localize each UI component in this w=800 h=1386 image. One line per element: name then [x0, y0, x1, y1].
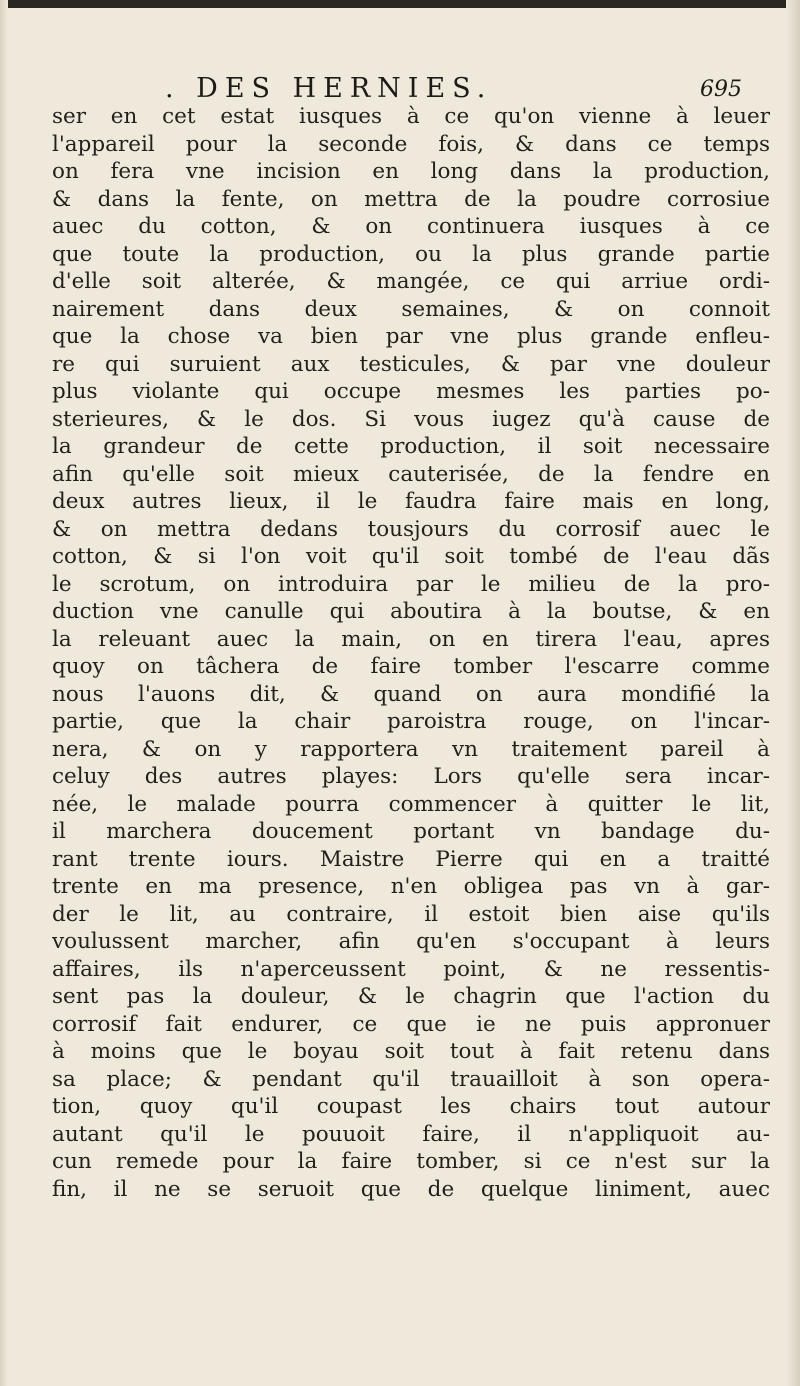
text-line: l'appareil pour la seconde fois, & dans ce temps — [52, 131, 770, 157]
text-line: que la chose va bien par vne plus grande enfleu- — [52, 324, 770, 349]
text-line: voulussent marcher, afin qu'en s'occupant à leurs — [52, 929, 770, 954]
body-text — [52, 103, 770, 1203]
text-line: auec du cotton, & on continuera iusques à ce — [52, 214, 770, 239]
running-title: . DES HERNIES. — [165, 73, 493, 104]
text-line: & on mettra dedans tousjours du corrosif auec le — [52, 516, 770, 542]
text-line: sa place; & pendant qu'il trauailloit à son opera- — [52, 1066, 770, 1092]
page-right-shadow — [786, 0, 800, 1386]
text-line: tion, quoy qu'il coupast les chairs tout autour — [52, 1094, 770, 1119]
text-line: partie, que la chair paroistra rouge, on l'incar- — [52, 709, 770, 734]
text-line: corrosif fait endurer, ce que ie ne puis appronuer — [52, 1011, 770, 1037]
text-line: d'elle soit alterée, & mangée, ce qui arriue ordi- — [52, 269, 770, 294]
text-line: rant trente iours. Maistre Pierre qui en a traitté — [52, 846, 770, 872]
text-line: autant qu'il le pouuoit faire, il n'appliquoit au- — [52, 1121, 770, 1147]
text-line: quoy on tâchera de faire tomber l'escarre comme — [52, 654, 770, 679]
text-line: celuy des autres playes: Lors qu'elle sera incar- — [52, 764, 770, 789]
text-line: nera, & on y rapportera vn traitement pareil à — [52, 736, 770, 762]
text-line: la grandeur de cette production, il soit necessaire — [52, 434, 770, 459]
page-number: 695 — [700, 77, 742, 102]
text-line: fin, il ne se seruoit que de quelque liniment, auec — [52, 1176, 770, 1202]
text-line: plus violante qui occupe mesmes les parties po- — [52, 379, 770, 404]
text-line: deux autres lieux, il le faudra faire mais en long, — [52, 489, 770, 514]
text-line: la releuant auec la main, on en tirera l'eau, apres — [52, 626, 770, 652]
text-line: nairement dans deux semaines, & on connoit — [52, 296, 770, 322]
text-line: il marchera doucement portant vn bandage du- — [52, 819, 770, 844]
text-line: duction vne canulle qui aboutira à la boutse, & en — [52, 599, 770, 624]
text-line: ser en cet estat iusques à ce qu'on vienne à leuer — [52, 104, 770, 129]
text-line: re qui suruient aux testicules, & par vne douleur — [52, 351, 770, 377]
text-line: nous l'auons dit, & quand on aura mondifié la — [52, 681, 770, 707]
text-line: sent pas la douleur, & le chagrin que l'action du — [52, 984, 770, 1009]
text-line: à moins que le boyau soit tout à fait retenu dans — [52, 1039, 770, 1064]
text-line: cun remede pour la faire tomber, si ce n'est sur la — [52, 1149, 770, 1174]
text-line: affaires, ils n'aperceussent point, & ne ressentis- — [52, 956, 770, 982]
text-line: le scrotum, on introduira par le milieu de la pro- — [52, 571, 770, 597]
text-line: que toute la production, ou la plus grande partie — [52, 241, 770, 267]
text-line: cotton, & si l'on voit qu'il soit tombé de l'eau dãs — [52, 544, 770, 569]
text-line: on fera vne incision en long dans la production, — [52, 159, 770, 184]
text-line: sterieures, & le dos. Si vous iugez qu'à cause de — [52, 406, 770, 432]
text-line: afin qu'elle soit mieux cauterisée, de la fendre en — [52, 461, 770, 487]
text-line: der le lit, au contraire, il estoit bien aise qu'ils — [52, 901, 770, 927]
page-left-shadow — [0, 0, 8, 1386]
text-line: née, le malade pourra commencer à quitter le lit, — [52, 791, 770, 817]
text-line: trente en ma presence, n'en obligea pas vn à gar- — [52, 874, 770, 899]
page-top-border — [0, 0, 800, 8]
text-line: & dans la fente, on mettra de la poudre corrosiue — [52, 186, 770, 212]
